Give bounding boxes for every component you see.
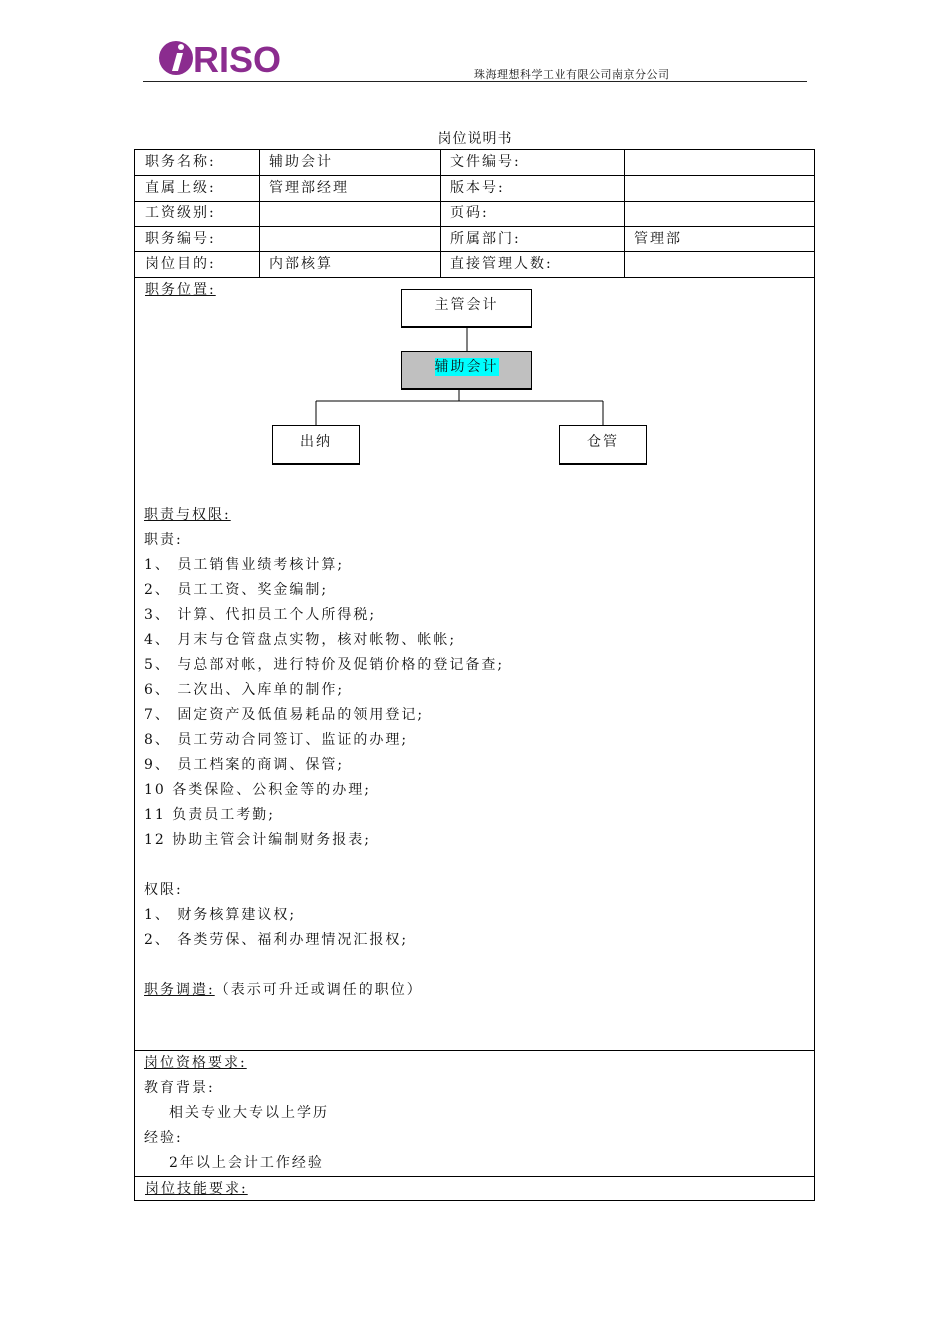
duty-item: 1、 员工销售业绩考核计算;	[144, 557, 345, 573]
blank-line	[144, 953, 504, 978]
org-box-current-position	[401, 351, 532, 390]
value-department: 管理部	[634, 231, 682, 247]
blank-line	[144, 853, 504, 878]
org-label-supervisor: 主管会计	[434, 297, 499, 313]
authority-item: 2、 各类劳保、福利办理情况汇报权;	[144, 932, 409, 948]
duties-section	[144, 503, 504, 1003]
label-salary-grade: 工资级别:	[145, 205, 216, 221]
document-title: 岗位说明书	[437, 131, 513, 147]
row-divider	[134, 277, 815, 278]
duty-item: 5、 与总部对帐，进行特价及促销价格的登记备查;	[144, 657, 505, 673]
duty-item: 4、 月末与仓管盘点实物，核对帐物、帐帐;	[144, 632, 457, 648]
org-label-warehouse: 仓管	[587, 434, 619, 450]
transfer-line	[144, 978, 504, 1003]
value-direct-superior: 管理部经理	[269, 180, 349, 196]
column-divider	[259, 149, 260, 277]
header-divider	[143, 81, 807, 82]
label-department: 所属部门:	[450, 231, 521, 247]
duty-item: 3、 计算、代扣员工个人所得税;	[144, 607, 377, 623]
duty-item: 9、 员工档案的商调、保管;	[144, 757, 345, 773]
value-job-purpose: 内部核算	[269, 256, 333, 272]
experience-label: 经验:	[144, 1130, 183, 1146]
skills-heading: 岗位技能要求:	[145, 1181, 248, 1197]
duty-item: 8、 员工劳动合同签订、监证的办理;	[144, 732, 409, 748]
qualifications-section	[144, 1051, 329, 1176]
label-direct-superior: 直属上级:	[145, 180, 216, 196]
riso-logo	[156, 38, 291, 78]
label-direct-reports: 直接管理人数:	[450, 256, 553, 272]
org-box-cashier	[272, 425, 360, 465]
duties-authority-heading: 职责与权限:	[144, 507, 231, 523]
transfer-label: 职务调遣:	[144, 982, 215, 998]
experience-value: 2年以上会计工作经验	[169, 1155, 324, 1171]
authority-item: 1、 财务核算建议权;	[144, 907, 297, 923]
education-value: 相关专业大专以上学历	[169, 1105, 329, 1121]
duty-item: 2、 员工工资、奖金编制;	[144, 582, 329, 598]
label-version: 版本号:	[450, 180, 505, 196]
duty-item: 12 协助主管会计编制财务报表;	[144, 832, 371, 848]
duty-item: 10 各类保险、公积金等的办理;	[144, 782, 371, 798]
org-box-warehouse	[559, 425, 647, 465]
education-label: 教育背景:	[144, 1080, 215, 1096]
column-divider	[440, 149, 441, 277]
position-label: 职务位置:	[145, 282, 216, 298]
duties-label: 职责:	[144, 532, 183, 548]
label-job-purpose: 岗位目的:	[145, 256, 216, 272]
label-page-number: 页码:	[450, 205, 489, 221]
duty-item: 7、 固定资产及低值易耗品的领用登记;	[144, 707, 425, 723]
org-label-cashier: 出纳	[300, 434, 332, 450]
value-job-title: 辅助会计	[269, 154, 333, 170]
company-name: 珠海理想科学工业有限公司南京分公司	[474, 68, 670, 81]
authority-label: 权限:	[144, 882, 183, 898]
label-file-number: 文件编号:	[450, 154, 521, 170]
org-label-current-position: 辅助会计	[434, 359, 499, 375]
label-job-title: 职务名称:	[145, 154, 216, 170]
duty-item: 11 负责员工考勤;	[144, 807, 275, 823]
duty-item: 6、 二次出、入库单的制作;	[144, 682, 345, 698]
logo-text: RISO	[193, 39, 282, 78]
transfer-note: （表示可升迁或调任的职位）	[214, 982, 423, 998]
column-divider	[624, 149, 625, 277]
qualifications-heading: 岗位资格要求:	[144, 1055, 247, 1071]
org-box-supervisor	[401, 289, 532, 328]
label-job-number: 职务编号:	[145, 231, 216, 247]
